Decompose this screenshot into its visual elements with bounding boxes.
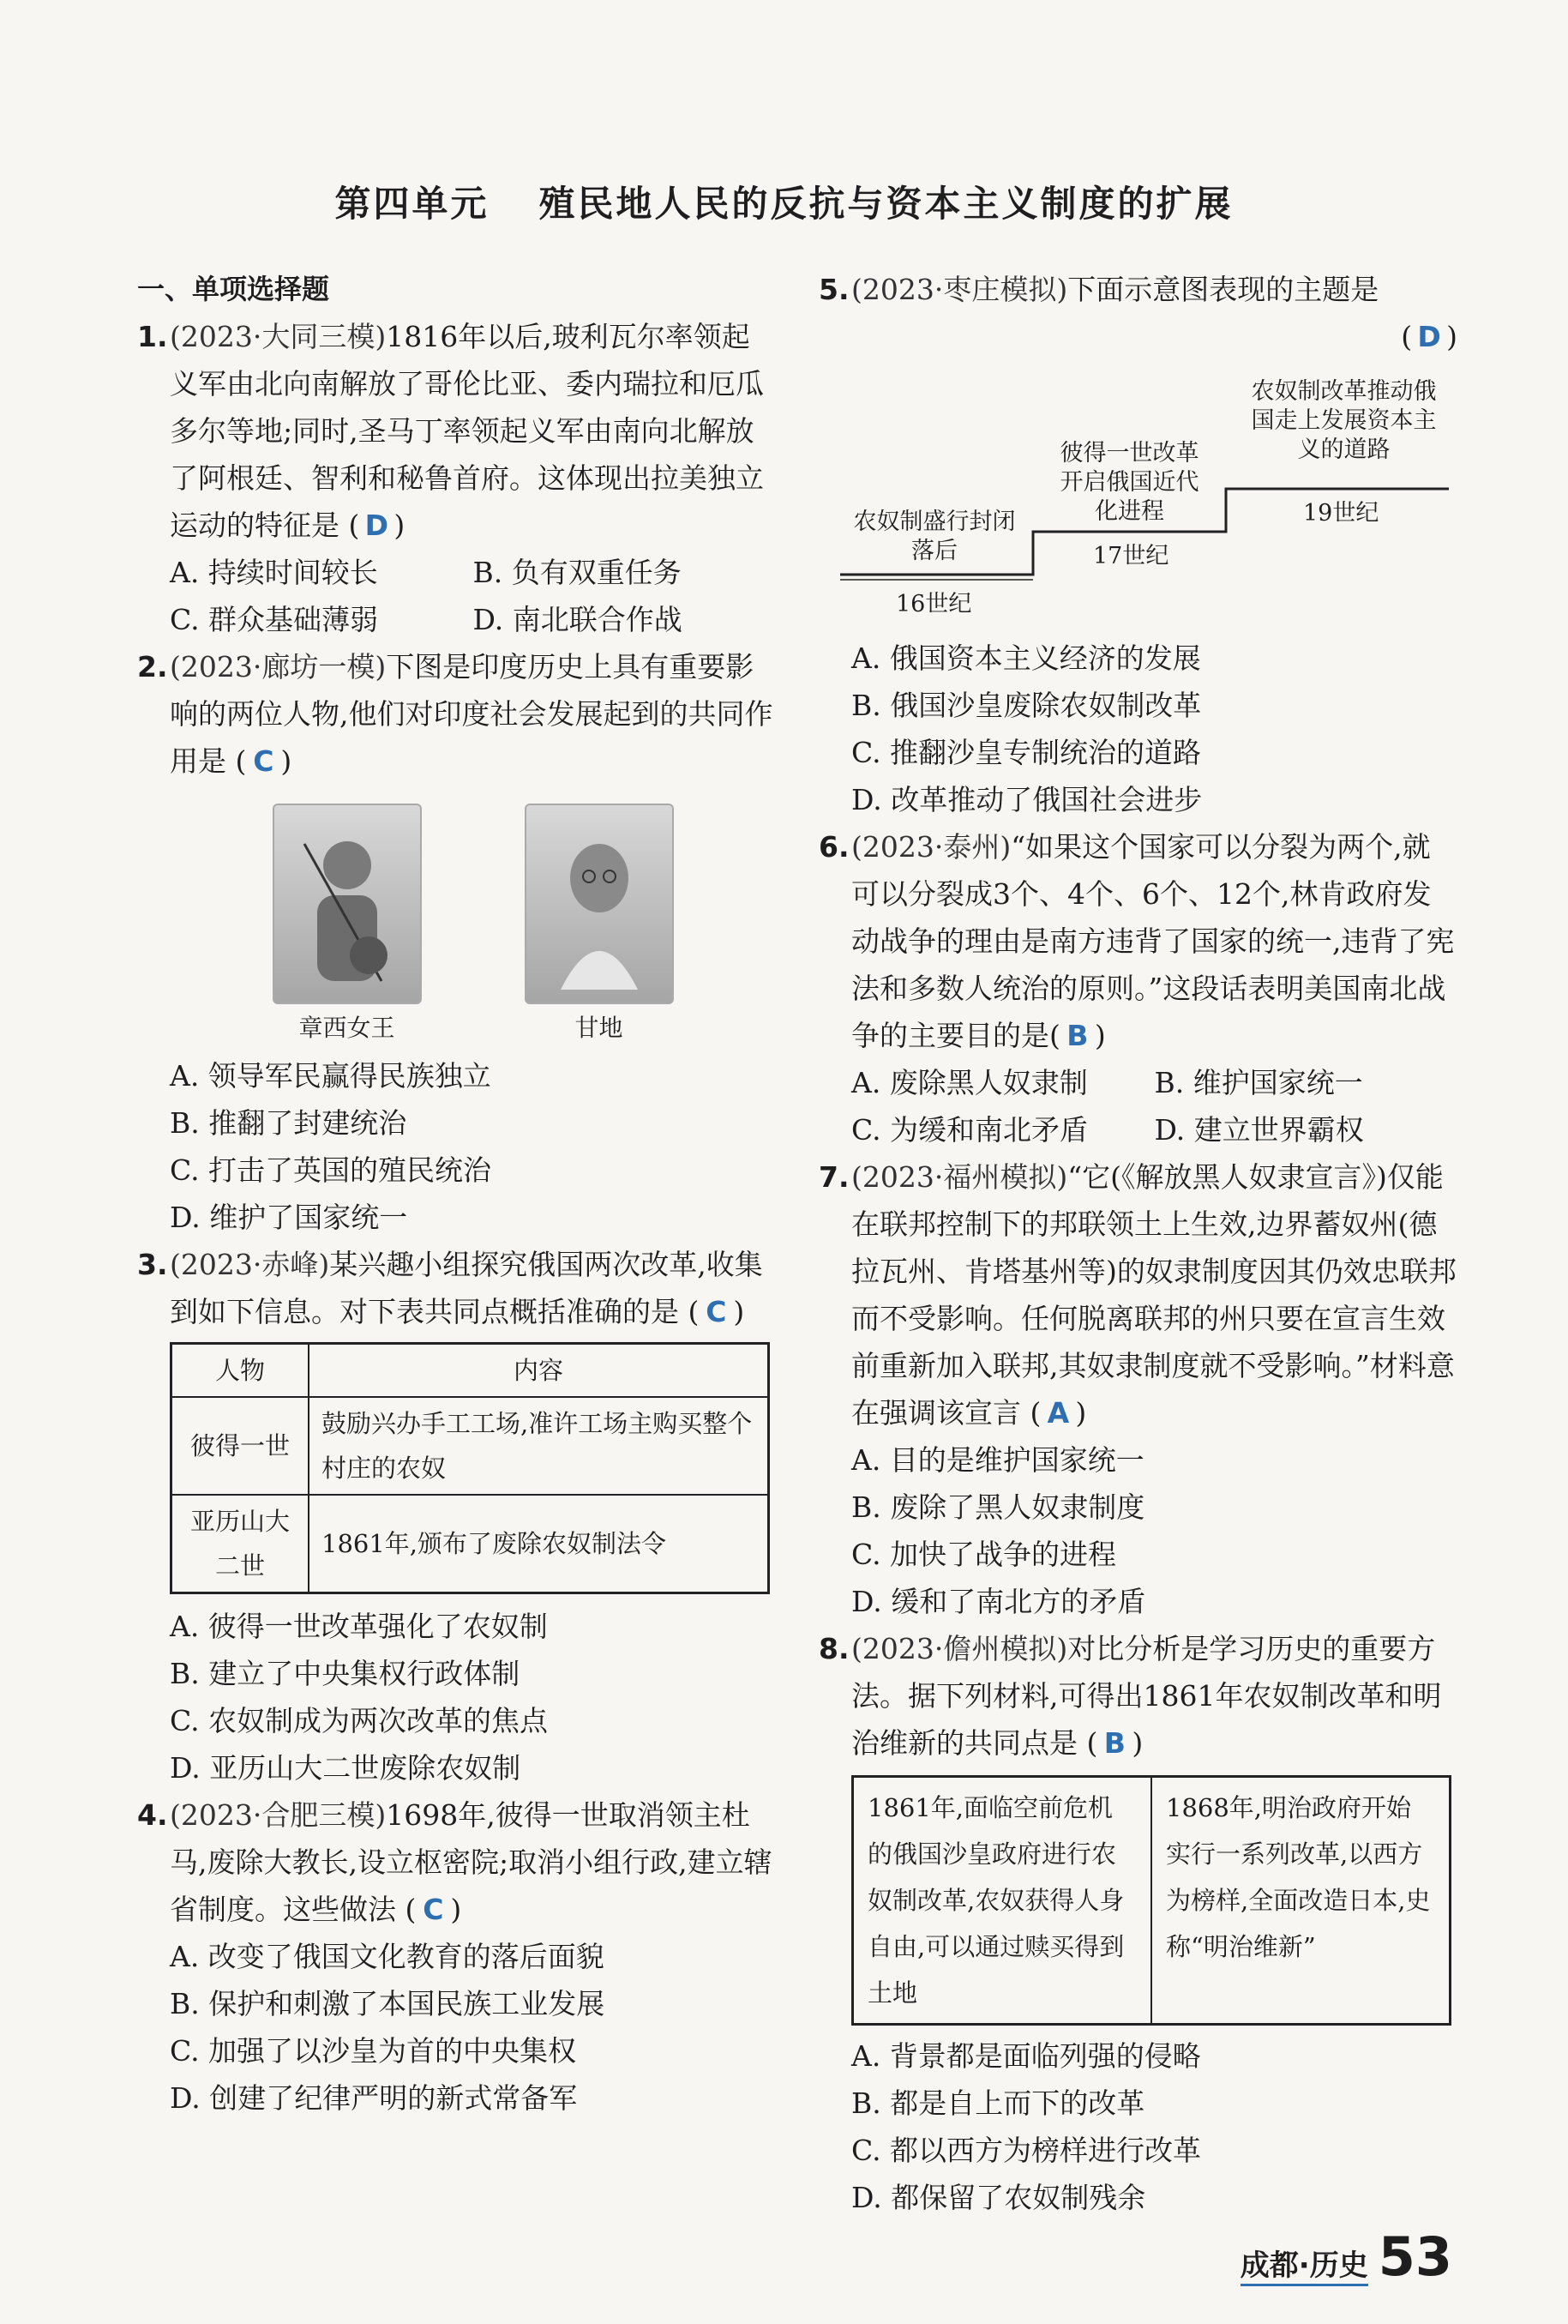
answer-letter: D [364,509,389,542]
answer-bracket: ( D ) [339,509,405,542]
answer-bracket: ( D ) [851,313,1457,360]
option: C. 为缓和南北矛盾 [851,1113,1089,1147]
step-era: 19世纪 [1303,500,1379,527]
question-source: (2023·福州模拟) [851,1160,1068,1194]
question-source: (2023·大同三模) [170,320,387,353]
option: D. 南北联合作战 [472,603,682,636]
question-number: 3. [137,1248,168,1281]
option: C. 农奴制成为两次改革的焦点 [170,1704,549,1737]
table-cell-person: 彼得一世 [171,1397,309,1495]
question-source: (2023·合肥三模) [170,1798,387,1832]
question-source: (2023·枣庄模拟) [851,273,1068,306]
question-stem: “它(《解放黑人奴隶宣言》)仅能在联邦控制下的邦联领土上生效,边界蓄奴州(德拉瓦州、肯塔基州等)的奴隶制度因其仍效忠联邦而不受影响。任何脱离联邦的州只要在宣言生效前重新加入联邦,其奴隶制度就不受影响。”材料意在强调该宣言 [851,1160,1457,1430]
option: C. 加快了战争的进程 [851,1538,1117,1571]
table-cell-content: 1861年,颁布了废除农奴制法令 [309,1495,769,1593]
question-number: 8. [819,1632,850,1665]
step-label: 农奴制盛行封闭落后 [853,509,1016,564]
question-6 [819,823,1457,1059]
question-8 [819,1625,1457,1767]
option: D. 缓和了南北方的矛盾 [851,1585,1146,1618]
answer-letter: B [1066,1019,1089,1052]
question-2 [137,643,776,785]
figure-caption: 章西女王 [298,1014,395,1042]
question-number: 2. [137,650,168,683]
question-5 [819,266,1457,360]
left-column [137,266,776,2122]
option: B. 废除了黑人奴隶制度 [851,1490,1145,1524]
option: C. 打击了英国的殖民统治 [170,1153,492,1187]
question-source: (2023·赤峰) [170,1248,330,1281]
option: C. 都以西方为榜样进行改革 [851,2134,1202,2167]
question-3 [137,1241,776,1335]
options-q1 [137,549,776,643]
step-label: 彼得一世改革开启俄国近代化进程 [1060,440,1199,525]
right-column [819,266,1457,2221]
question-number: 7. [819,1160,850,1194]
question-1 [137,313,776,549]
option: B. 俄国沙皇废除农奴制改革 [851,689,1202,722]
option: B. 负有双重任务 [472,556,682,589]
answer-letter: C [253,744,274,778]
question-stem: 某兴趣小组探究俄国两次改革,收集到如下信息。对下表共同点概括准确的是 [170,1248,763,1328]
question-stem: 对比分析是学习历史的重要方法。据下列材料,可得出1861年农奴制改革和明治维新的共同点是 [851,1632,1442,1760]
option: A. 俄国资本主义经济的发展 [851,641,1201,675]
answer-bracket: ( B ) [1078,1726,1143,1760]
question-number: 5. [819,273,850,306]
option: D. 维护了国家统一 [170,1201,408,1234]
option: A. 改变了俄国文化教育的落后面貌 [170,1940,604,1973]
options-q6 [819,1059,1457,1153]
option: B. 都是自上而下的改革 [851,2086,1145,2120]
portraits [170,804,776,1047]
question-number: 6. [819,830,850,864]
answer-letter: D [1417,320,1441,353]
options-q4 [137,1933,776,2122]
option: D. 建立世界霸权 [1154,1113,1364,1147]
step-label: 农奴制改革推动俄国走上发展资本主义的道路 [1251,378,1437,463]
page-number: 53 [1378,2225,1452,2288]
option: C. 群众基础薄弱 [170,603,379,636]
option: B. 保护和刺激了本国民族工业发展 [170,1987,605,2020]
options-q8 [819,2032,1457,2221]
footer-subject: 成都·历史 [1241,2242,1368,2286]
question-number: 4. [137,1798,168,1832]
question-number: 1. [137,320,168,353]
question-stem: “如果这个国家可以分裂为两个,就可以分裂成3个、4个、6个、12个,林肯政府发动战争的理由是南方违背了国家的统一,违背了宪法和多数人统治的原则。”这段话表明美国南北战争的主要目的是 [851,830,1455,1052]
option: D. 都保留了农奴制残余 [851,2181,1146,2214]
answer-letter: C [706,1295,727,1328]
table-header: 内容 [309,1344,769,1398]
answer-letter: A [1047,1396,1070,1430]
material-japan: 1868年,明治政府开始实行一系列改革,以西方为榜样,全面改造日本,史称“明治维新” [1151,1777,1451,2025]
answer-letter: C [423,1893,444,1926]
option: D. 改革推动了俄国社会进步 [851,783,1203,816]
option: A. 背景都是面临列强的侵略 [851,2039,1201,2073]
options-q5 [819,635,1457,823]
table-header: 人物 [171,1344,309,1398]
portrait-queen [273,804,422,1047]
section-heading: 一、单项选择题 [137,273,330,305]
question-stem: 下面示意图表现的主题是 [1067,273,1379,306]
answer-letter: B [1103,1726,1126,1760]
table-row [171,1397,769,1495]
unit-title [0,176,1568,227]
question-stem: 1698年,彼得一世取消领主杜马,废除大教长,设立枢密院;取消小组行政,建立辖省制度。这些做法 [170,1798,772,1926]
answer-bracket: ( C ) [396,1893,461,1926]
option: A. 废除黑人奴隶制 [851,1066,1088,1099]
option: A. 领导军民赢得民族独立 [170,1059,491,1093]
comparison-table [851,1775,1451,2026]
unit-number: 第四单元 [334,183,490,225]
table-cell-person: 亚历山大二世 [171,1495,309,1593]
question-stem: 下图是印度历史上具有重要影响的两位人物,他们对印度社会发展起到的共同作用是 [170,650,773,778]
option: B. 维护国家统一 [1154,1066,1363,1099]
page-footer [1241,2225,1452,2288]
question-stem: 1816年以后,玻利瓦尔率领起义军由北向南解放了哥伦比亚、委内瑞拉和厄瓜多尔等地;同时,圣马丁率领起义军由南向北解放了阿根廷、智利和秘鲁首府。这体现出拉美独立运动的特征是 [170,320,764,542]
table-row [171,1495,769,1593]
figure-caption: 甘地 [574,1014,623,1042]
question-7 [819,1153,1457,1436]
reform-table [170,1342,770,1594]
options-q2 [137,1052,776,1241]
question-source: (2023·儋州模拟) [851,1632,1068,1665]
answer-bracket: ( A ) [1021,1396,1086,1430]
option: B. 推翻了封建统治 [170,1106,407,1140]
material-russia: 1861年,面临空前危机的俄国沙皇政府进行农奴制改革,农奴获得人身自由,可以通过赎买得到土地 [853,1777,1152,2025]
option: A. 持续时间较长 [170,556,378,589]
step-era: 17世纪 [1093,543,1169,569]
option: D. 亚历山大二世废除农奴制 [170,1751,521,1785]
options-q3 [137,1603,776,1791]
question-4 [137,1791,776,1933]
question-source: (2023·泰州) [851,830,1012,864]
option: A. 目的是维护国家统一 [851,1443,1144,1477]
queen-portrait-image [273,804,422,1004]
staircase-diagram [836,360,1453,635]
portrait-gandhi [525,804,674,1047]
option: C. 加强了以沙皇为首的中央集权 [170,2034,577,2068]
answer-bracket: ( B ) [1049,1019,1106,1052]
table-row [853,1777,1451,2025]
table-cell-content: 鼓励兴办手工工场,准许工场主购买整个村庄的农奴 [309,1397,769,1495]
option: B. 建立了中央集权行政体制 [170,1657,520,1690]
question-source: (2023·廊坊一模) [170,650,387,683]
option: C. 推翻沙皇专制统治的道路 [851,736,1202,769]
answer-bracket: ( C ) [226,744,291,778]
option: D. 创建了纪律严明的新式常备军 [170,2081,578,2115]
answer-bracket: ( C ) [679,1295,744,1328]
gandhi-portrait-image [525,804,674,1004]
unit-topic: 殖民地人民的反抗与资本主义制度的扩展 [538,183,1234,225]
option: A. 彼得一世改革强化了农奴制 [170,1610,548,1643]
options-q7 [819,1436,1457,1625]
step-era: 16世纪 [896,591,972,617]
